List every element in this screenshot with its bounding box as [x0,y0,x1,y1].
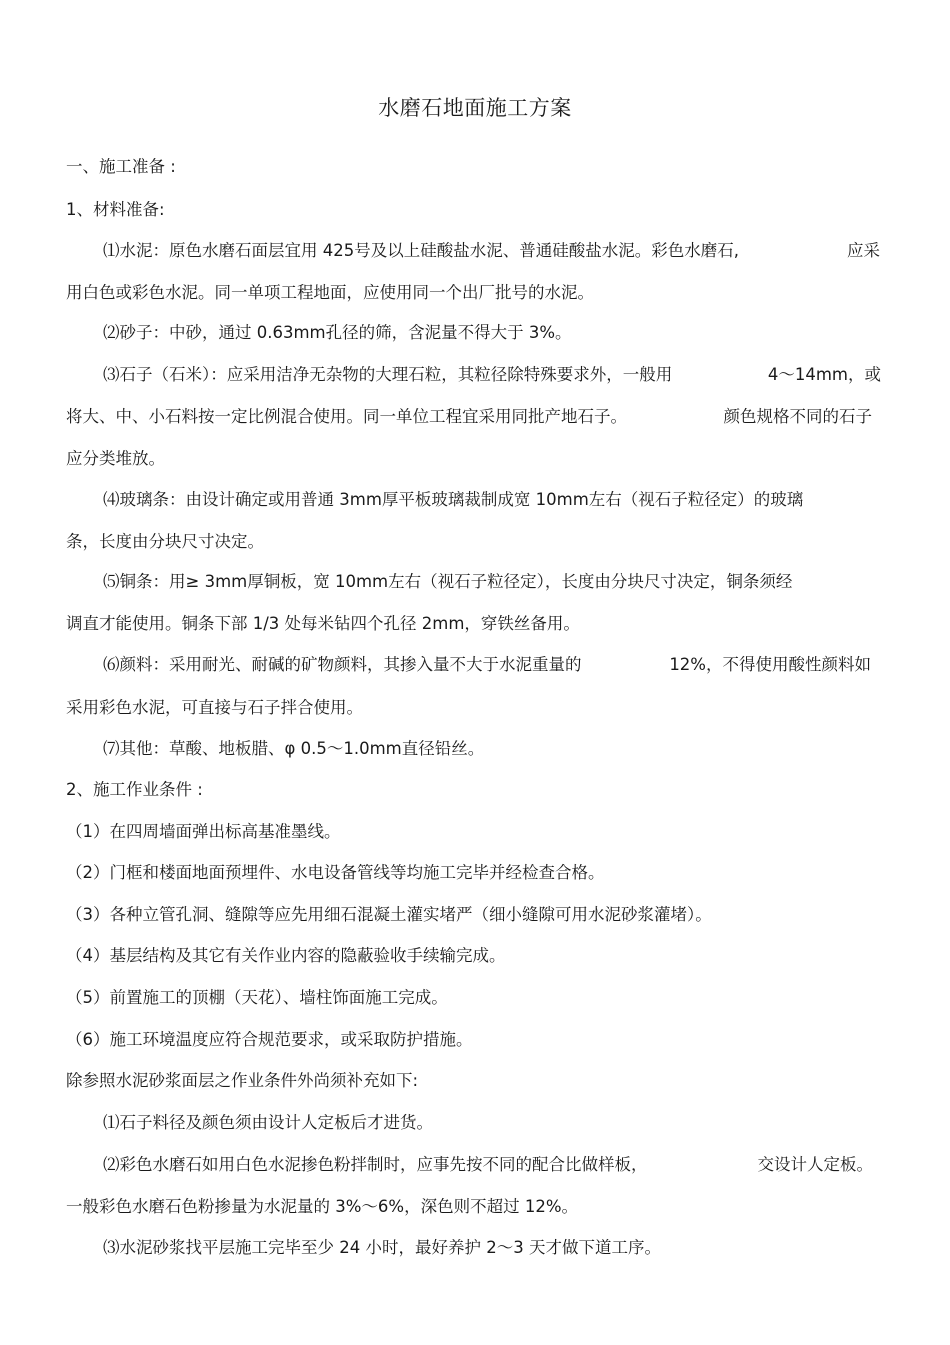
list-item: （6）施工环境温度应符合规范要求，或采取防护措施。 [66,1030,473,1049]
paragraph-supplement-2-line1 [103,1153,873,1177]
stone-text-b: 4～14mm，或 [767,365,881,384]
pigment-text-a: ⑹颜料：采用耐光、耐碱的矿物颜料，其掺入量不大于水泥重量的 [103,655,582,674]
stone-text-a: ⑶石子（石米）：应采用洁净无杂物的大理石粒，其粒径除特殊要求外，一般用 [103,365,673,384]
page-title: 水磨石地面施工方案 [378,96,572,120]
pigment-text-b: 12%，不得使用酸性颜料如 [669,655,871,674]
list-item: （3）各种立管孔洞、缝隙等应先用细石混凝土灌实堵严（细小缝隙可用水泥砂浆灌堵）。 [66,905,712,924]
paragraph-supplement-2-line2: 一般彩色水磨石色粉掺量为水泥量的 3%～6%，深色则不超过 12%。 [66,1197,579,1216]
list-item: （1）在四周墙面弹出标高基准墨线。 [66,822,341,841]
sup2-text-b: 交设计人定板。 [757,1155,873,1174]
paragraph-pigment-line1 [103,653,871,677]
paragraph-stone-line1 [103,363,881,387]
list-item: （5）前置施工的顶棚（天花）、墙柱饰面施工完成。 [66,988,448,1007]
paragraph-sand: ⑵砂子：中砂，通过 0.63mm孔径的筛，含泥量不得大于 3%。 [103,323,572,342]
paragraph-glass-line2: 条，长度由分块尺寸决定。 [66,532,264,551]
section-heading-preparation: 一、施工准备 : [66,157,176,176]
paragraph-stone-line3: 应分类堆放。 [66,449,165,468]
stone-text-d: 颜色规格不同的石子 [723,407,872,426]
paragraph-pigment-line2: 采用彩色水泥，可直接与石子拌合使用。 [66,698,363,717]
paragraph-supplement-3: ⑶水泥砂浆找平层施工完毕至少 24 小时，最好养护 2～3 天才做下道工序。 [103,1238,661,1257]
list-item: （4）基层结构及其它有关作业内容的隐蔽验收手续输完成。 [66,946,506,965]
paragraph-cement-line2: 用白色或彩色水泥。同一单项工程地面，应使用同一个出厂批号的水泥。 [66,283,594,302]
paragraph-other: ⑺其他：草酸、地板腊、φ 0.5～1.0mm直径铅丝。 [103,739,485,758]
paragraph-glass-line1: ⑷玻璃条：由设计确定或用普通 3mm厚平板玻璃裁制成宽 10mm左右（视石子粒径定）的玻璃 [103,490,804,509]
subheading-materials: 1、材料准备: [66,200,165,219]
supplement-intro: 除参照水泥砂浆面层之作业条件外尚须补充如下: [66,1071,419,1090]
paragraph-cement-line1 [103,239,880,263]
paragraph-copper-line2: 调直才能使用。铜条下部 1/3 处每米钻四个孔径 2mm，穿铁丝备用。 [66,614,580,633]
paragraph-copper-line1: ⑸铜条：用≥ 3mm厚铜板，宽 10mm左右（视石子粒径定），长度由分块尺寸决定，铜条须经 [103,572,793,591]
paragraph-supplement-1: ⑴石子料径及颜色须由设计人定板后才进货。 [103,1113,433,1132]
cement-text-b: 应采 [847,241,880,260]
subheading-work-conditions: 2、施工作业条件 : [66,780,203,799]
sup2-text-a: ⑵彩色水磨石如用白色水泥掺色粉拌制时，应事先按不同的配合比做样板， [103,1155,648,1174]
stone-text-c: 将大、中、小石料按一定比例混合使用。同一单位工程宜采用同批产地石子。 [66,407,627,426]
paragraph-stone-line2 [66,405,872,429]
cement-text-a: ⑴水泥：原色水磨石面层宜用 425号及以上硅酸盐水泥、普通硅酸盐水泥。彩色水磨石, [103,241,739,260]
list-item: （2）门框和楼面地面预埋件、水电设备管线等均施工完毕并经检查合格。 [66,863,605,882]
